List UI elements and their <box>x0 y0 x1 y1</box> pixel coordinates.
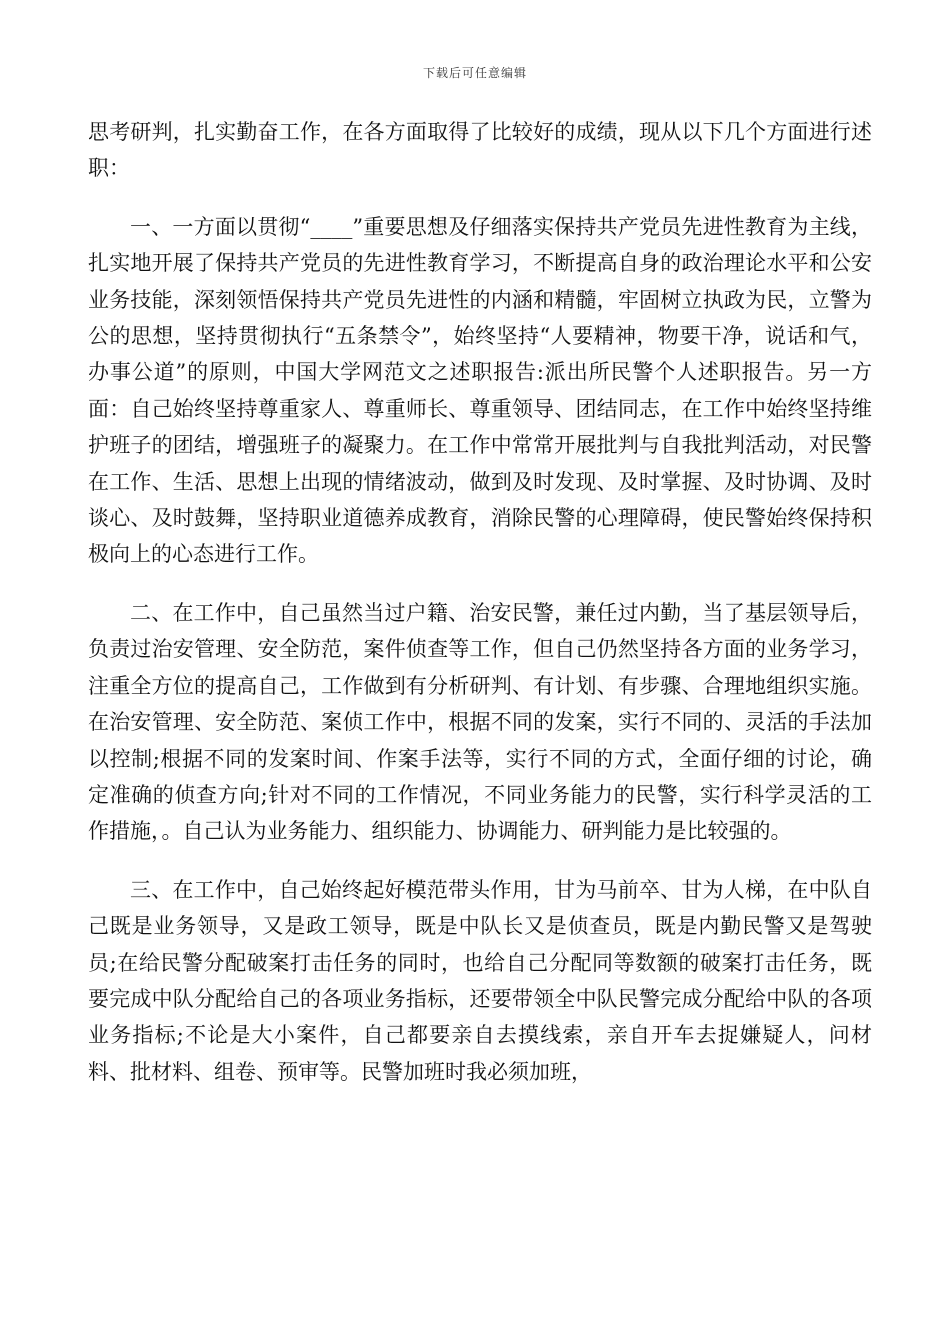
document-body <box>88 114 872 1112</box>
paragraph-section-3: 三、在工作中，自己始终起好模范带头作用，甘为马前卒、甘为人梯，在中队自己既是业务领导，又是政工领导，既是中队长又是侦查员，既是内勤民警又是驾驶员;在给民警分配破案打击任务的同时，也给自己分配同等数额的破案打击任务，既要完成中队分配给自己的各项业务指标，还要带领全中队民警完成分配给中队的各项业务指标;不论是大小案件，自己都要亲自去摸线索，亲自开车去捉嫌疑人，问材料、批材料、组卷、预审等。民警加班时我必须加班， <box>88 877 872 1084</box>
paragraph-intro: 思考研判，扎实勤奋工作，在各方面取得了比较好的成绩，现从以下几个方面进行述职： <box>88 120 872 181</box>
paragraph-section-2: 二、在工作中，自己虽然当过户籍、治安民警，兼任过内勤，当了基层领导后，负责过治安管理、安全防范，案件侦查等工作，但自己仍然坚持各方面的业务学习，注重全方位的提高自己，工作做到有分析研判、有计划、有步骤、合理地组织实施。在治安管理、安全防范、案侦工作中，根据不同的发案，实行不同的、灵活的手法加以控制;根据不同的发案时间、作案手法等，实行不同的方式，全面仔细的讨论，确定准确的侦查方向;针对不同的工作情况，不同业务能力的民警，实行科学灵活的工作措施，。自己认为业务能力、组织能力、协调能力、研判能力是比较强的。 <box>88 600 872 844</box>
page-header: 下载后可任意编辑 <box>422 66 527 80</box>
paragraph-section-1: 一、一方面以贯彻“____”重要思想及仔细落实保持共产党员先进性教育为主线，扎实地开展了保持共产党员的先进性教育学习，不断提高自身的政治理论水平和公安业务技能，深刻领悟保持共产党员先进性的内涵和精髓，牢固树立执政为民，立警为公的思想，坚持贯彻执行“五条禁令”，始终坚持“人要精神，物要干净，说话和气，办事公道”的原则，中国大学网范文之述职报告:派出所民警个人述职报告。另一方面：自己始终坚持尊重家人、尊重师长、尊重领导、团结同志，在工作中始终坚持维护班子的团结，增强班子的凝聚力。在工作中常常开展批判与自我批判活动，对民警在工作、生活、思想上出现的情绪波动，做到及时发现、及时掌握、及时协调、及时谈心、及时鼓舞，坚持职业道德养成教育，消除民警的心理障碍，使民警始终保持积极向上的心态进行工作。 <box>88 214 872 567</box>
